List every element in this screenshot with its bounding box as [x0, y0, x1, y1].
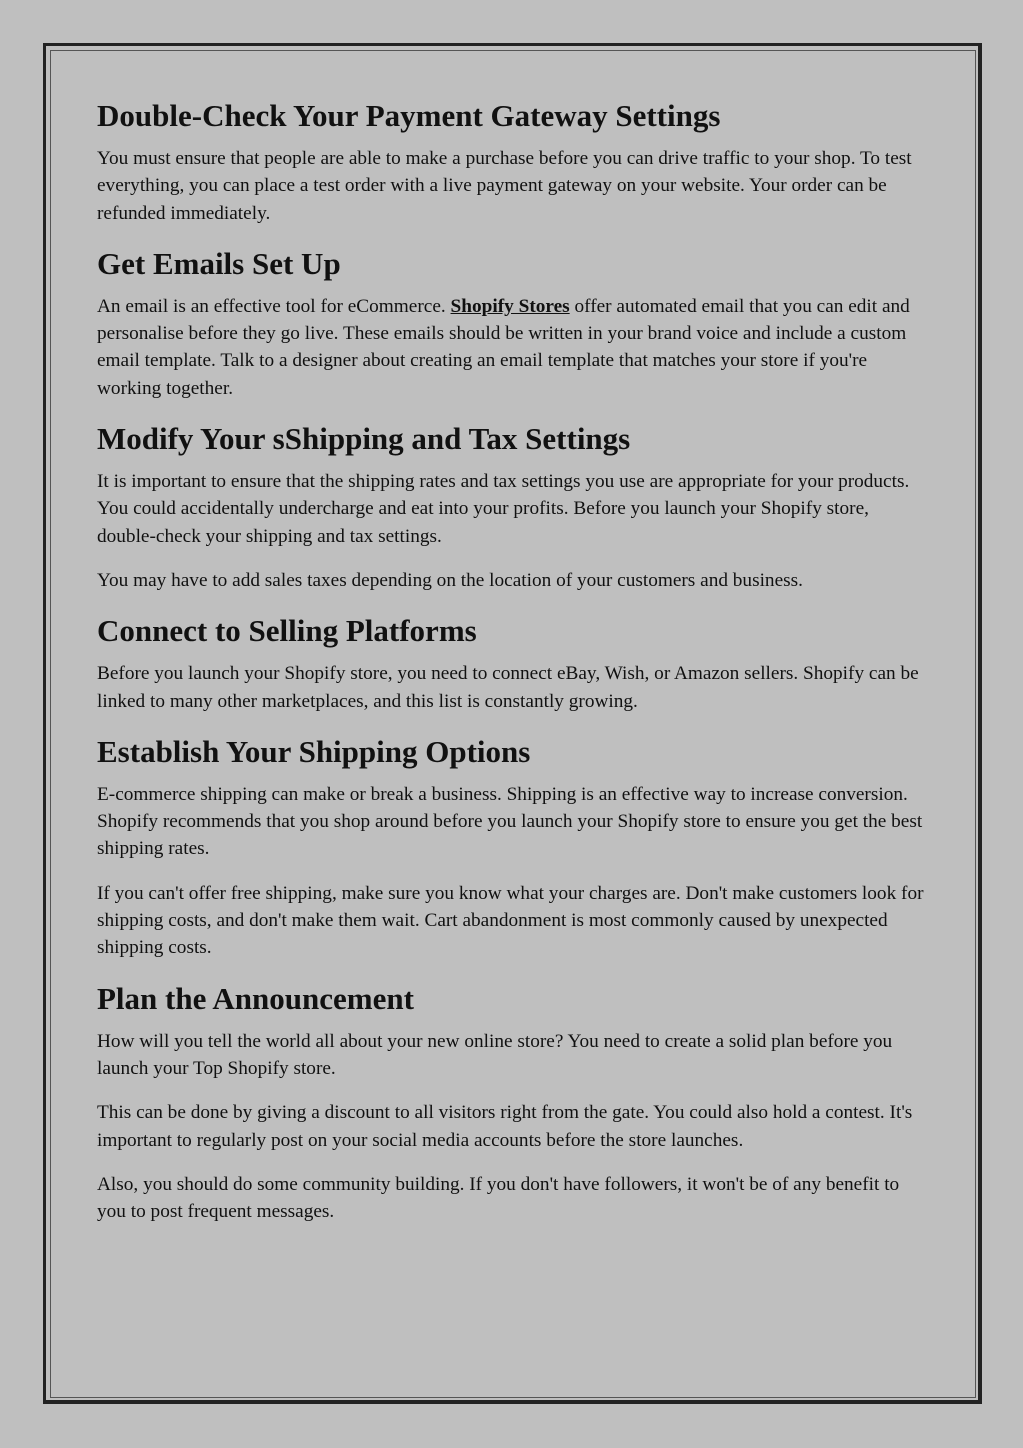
- article-content: [97, 96, 927, 1242]
- section-paragraph: How will you tell the world all about your new online store? You need to create a solid plan before you launch your Top Shopify store.: [97, 1030, 893, 1079]
- section-paragraph: This can be done by giving a discount to all visitors right from the gate. You could also hold a contest. It's important to regularly post on your social media accounts before the store launches.: [97, 1102, 913, 1151]
- section-paragraph: If you can't offer free shipping, make sure you know what your charges are. Don't make customers look for shipping costs, and don't make them wait. Cart abandonment is most commonly caused by unexpected shipping costs.: [97, 882, 924, 959]
- section-paragraph: Also, you should do some community building. If you don't have followers, it won't be of any benefit to you to post frequent messages.: [97, 1173, 900, 1223]
- section-paragraph: It is important to ensure that the shipping rates and tax settings you use are appropriate for your products. You could accidentally undercharge and eat into your profits. Before you launch your Shopify store, double-check your shipping and tax settings.: [97, 471, 910, 547]
- section-heading: Plan the Announcement: [97, 980, 414, 1016]
- section-emails: [97, 244, 927, 402]
- section-paragraph: Before you launch your Shopify store, you need to connect eBay, Wish, or Amazon sellers. Shopify can be linked to many other marketplaces, and this list is constantly growing.: [97, 663, 919, 712]
- section-shipping-options: [97, 732, 927, 962]
- section-payment-gateway: [97, 96, 927, 227]
- section-paragraph: You may have to add sales taxes depending on the location of your customers and business.: [97, 569, 803, 591]
- section-heading: Establish Your Shipping Options: [97, 733, 531, 769]
- section-heading: Modify Your sShipping and Tax Settings: [97, 421, 631, 457]
- section-selling-platforms: [97, 611, 927, 715]
- section-paragraph: You must ensure that people are able to make a purchase before you can drive traffic to your shop. To test everything, you can place a test order with a live payment gateway on your website. Your order can be refunded immediately.: [97, 148, 912, 224]
- section-heading: Connect to Selling Platforms: [97, 613, 477, 649]
- section-paragraph: E-commerce shipping can make or break a business. Shipping is an effective way to increase conversion. Shopify recommends that you shop around before you launch your Shopify store to ensure you get the best shipping rates.: [97, 783, 923, 860]
- paragraph-text-after-link: offer automated email that you can edit and personalise before they go live. These emails should be written in your brand voice and include a custom email template. Talk to a designer about creating an email template that matches your store if you're working together.: [97, 295, 910, 399]
- paragraph-text-before-link: An email is an effective tool for eCommerce.: [97, 295, 451, 317]
- section-paragraph: [97, 293, 927, 402]
- section-shipping-tax: [97, 419, 927, 594]
- shopify-stores-link[interactable]: Shopify Stores: [450, 295, 570, 317]
- section-announcement: [97, 979, 927, 1226]
- section-heading: Get Emails Set Up: [97, 245, 341, 281]
- section-heading: Double-Check Your Payment Gateway Settings: [97, 98, 721, 133]
